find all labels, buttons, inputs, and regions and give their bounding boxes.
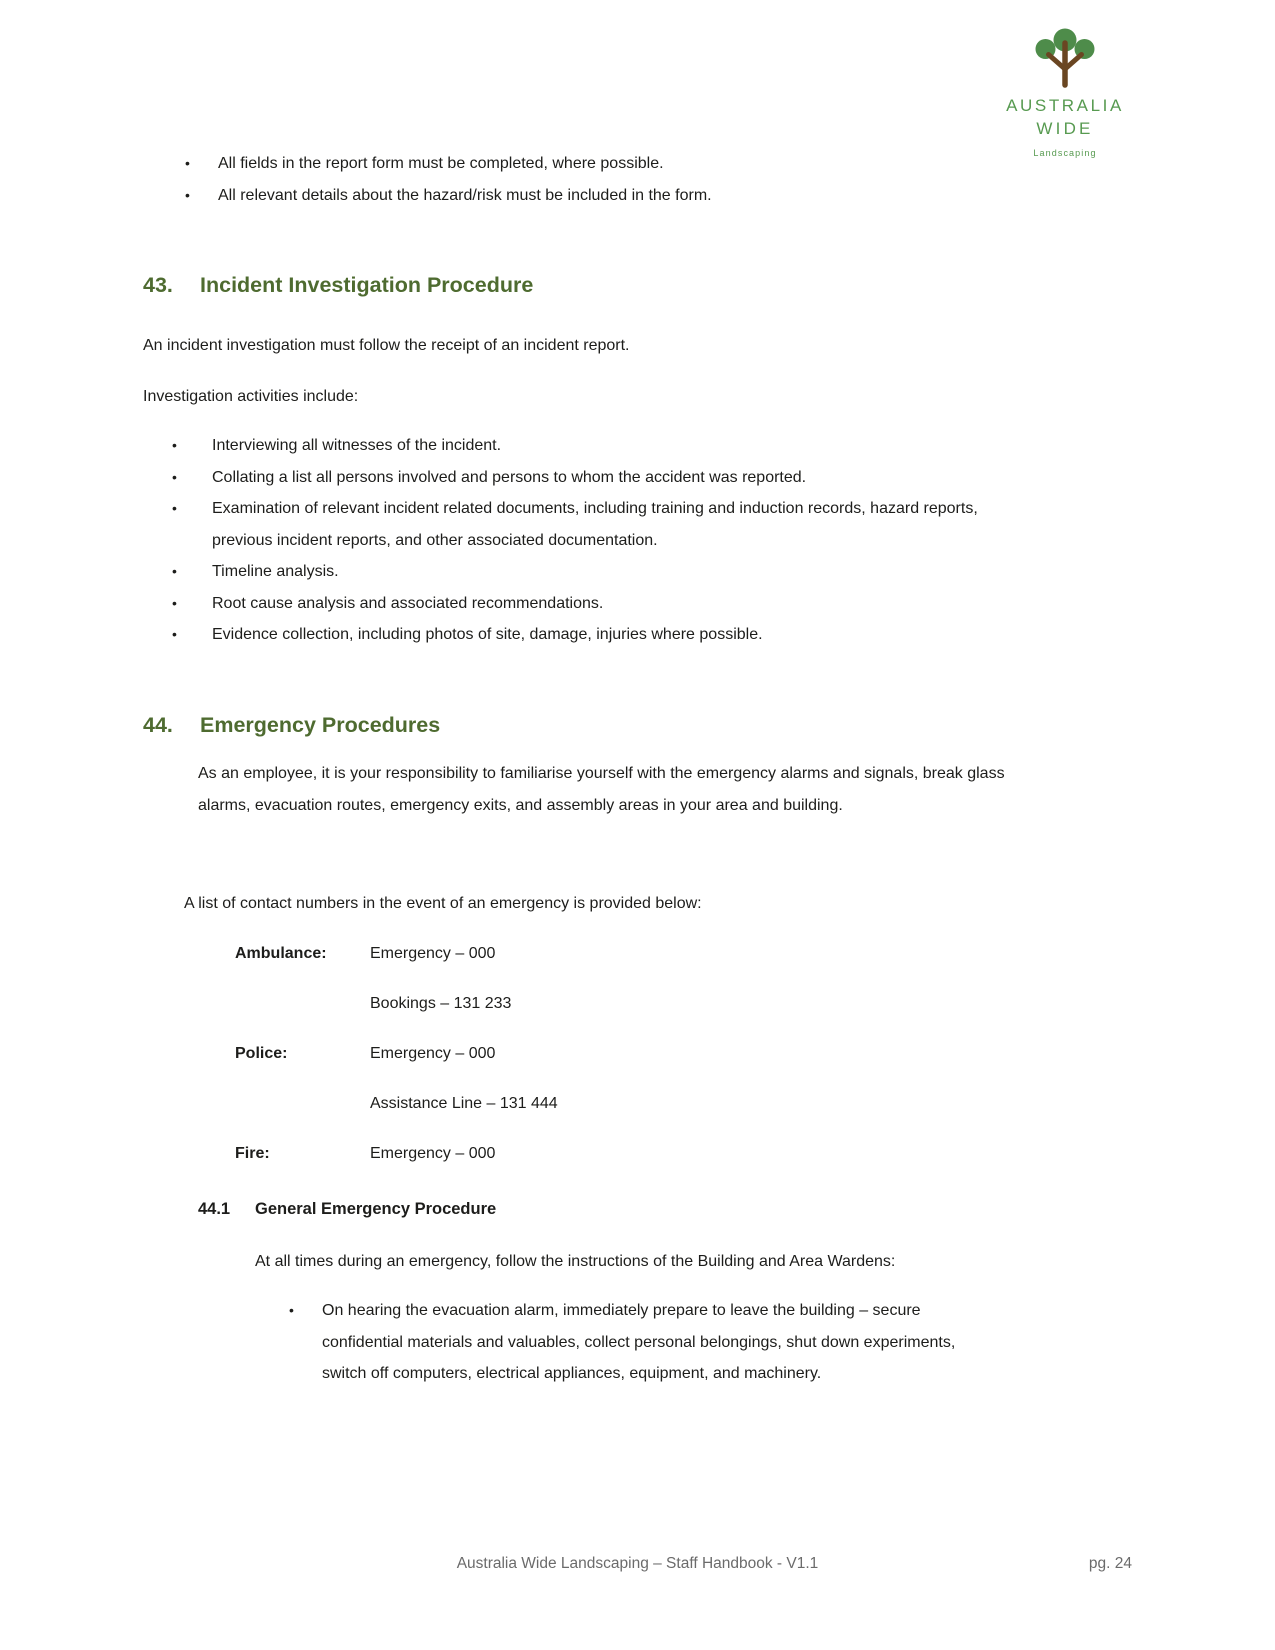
list-item-text: Interviewing all witnesses of the incident.	[212, 437, 502, 454]
list-item-text: On hearing the evacuation alarm, immediately prepare to leave the building – secure confidential materials and valuables, collect personal belongings, shut down experiments, switch off computers, electrical appliances, equipment, and machinery.	[322, 1302, 956, 1382]
list-item	[172, 588, 1032, 620]
footer-page-number: pg. 24	[1088, 1555, 1132, 1572]
list-item-text: Timeline analysis.	[212, 563, 339, 580]
list-item-text: All fields in the report form must be completed, where possible.	[218, 155, 664, 172]
footer-document-title: Australia Wide Landscaping – Staff Handbook - V1.1	[456, 1555, 819, 1572]
bullet-icon: •	[185, 155, 190, 171]
contact-value: Emergency – 000	[370, 1145, 496, 1162]
contact-label: Fire:	[235, 1145, 270, 1162]
company-logo	[995, 28, 1135, 158]
list-item	[172, 430, 1032, 462]
list-item-text: Examination of relevant incident related documents, including training and induction records, hazard reports, previous incident reports, and other associated documentation.	[212, 500, 978, 549]
section-43-bullet-list	[172, 430, 1032, 651]
contact-value: Assistance Line – 131 444	[370, 1095, 558, 1112]
contact-value: Emergency – 000	[370, 1045, 496, 1062]
list-item	[172, 493, 1032, 556]
list-item-text: Root cause analysis and associated recommendations.	[212, 594, 604, 612]
contact-row	[235, 1088, 558, 1120]
section-44-paragraph: As an employee, it is your responsibility to familiarise yourself with the emergency alarms and signals, break glass alarms, evacuation routes, emergency exits, and assembly areas in your area and building.	[198, 765, 1005, 814]
contact-label	[235, 988, 370, 1020]
bullet-icon: •	[172, 437, 177, 453]
bullet-icon: •	[185, 186, 190, 203]
section-number: 44.1	[198, 1200, 231, 1218]
emergency-contacts-list	[235, 938, 558, 1188]
bullet-icon: •	[172, 626, 177, 642]
logo-brand-line1: AUSTRALIA	[1006, 96, 1124, 115]
list-item	[185, 148, 712, 180]
contact-label	[235, 1088, 370, 1120]
bullet-icon: •	[172, 563, 177, 579]
section-43-activities-lead: Investigation activities include:	[143, 388, 359, 405]
section-title: Emergency Procedures	[200, 713, 441, 737]
section-44-contacts-lead: A list of contact numbers in the event of an emergency is provided below:	[184, 895, 702, 912]
section-43-intro-paragraph: An incident investigation must follow the receipt of an incident report.	[143, 337, 630, 354]
contact-label: Police:	[235, 1045, 288, 1062]
section-number: 44.	[143, 713, 173, 737]
contact-row	[235, 988, 558, 1020]
list-item-text: All relevant details about the hazard/risk must be included in the form.	[218, 186, 712, 204]
section-number: 43.	[143, 273, 173, 297]
list-item-text: Evidence collection, including photos of site, damage, injuries where possible.	[212, 626, 763, 643]
bullet-icon: •	[172, 594, 177, 611]
list-item	[172, 462, 1032, 494]
list-item	[172, 619, 1032, 651]
contact-label: Ambulance:	[235, 945, 327, 962]
contact-value: Emergency – 000	[370, 945, 496, 962]
tree-icon	[1032, 28, 1098, 88]
list-item-text: Collating a list all persons involved and persons to whom the accident was reported.	[212, 468, 807, 486]
list-item	[289, 1295, 982, 1390]
bullet-icon: •	[172, 468, 177, 485]
section-44-1-paragraph: At all times during an emergency, follow the instructions of the Building and Area Wardens:	[255, 1253, 896, 1270]
section-44-1-bullet-list	[289, 1295, 982, 1390]
bullet-icon: •	[289, 1302, 294, 1318]
list-item	[172, 556, 1032, 588]
section-title: Incident Investigation Procedure	[200, 273, 534, 297]
intro-bullet-list	[185, 148, 712, 211]
section-43-heading	[143, 270, 533, 300]
section-44-1-heading	[198, 1196, 496, 1222]
contact-row	[235, 1138, 558, 1170]
contact-row	[235, 938, 558, 970]
logo-tagline: Landscaping	[1033, 148, 1097, 158]
list-item	[185, 180, 712, 212]
contact-value: Bookings – 131 233	[370, 995, 512, 1012]
bullet-icon: •	[172, 500, 177, 516]
logo-brand-line2: WIDE	[1036, 119, 1094, 138]
section-title: General Emergency Procedure	[255, 1200, 497, 1218]
contact-row	[235, 1038, 558, 1070]
section-44-heading	[143, 710, 440, 740]
